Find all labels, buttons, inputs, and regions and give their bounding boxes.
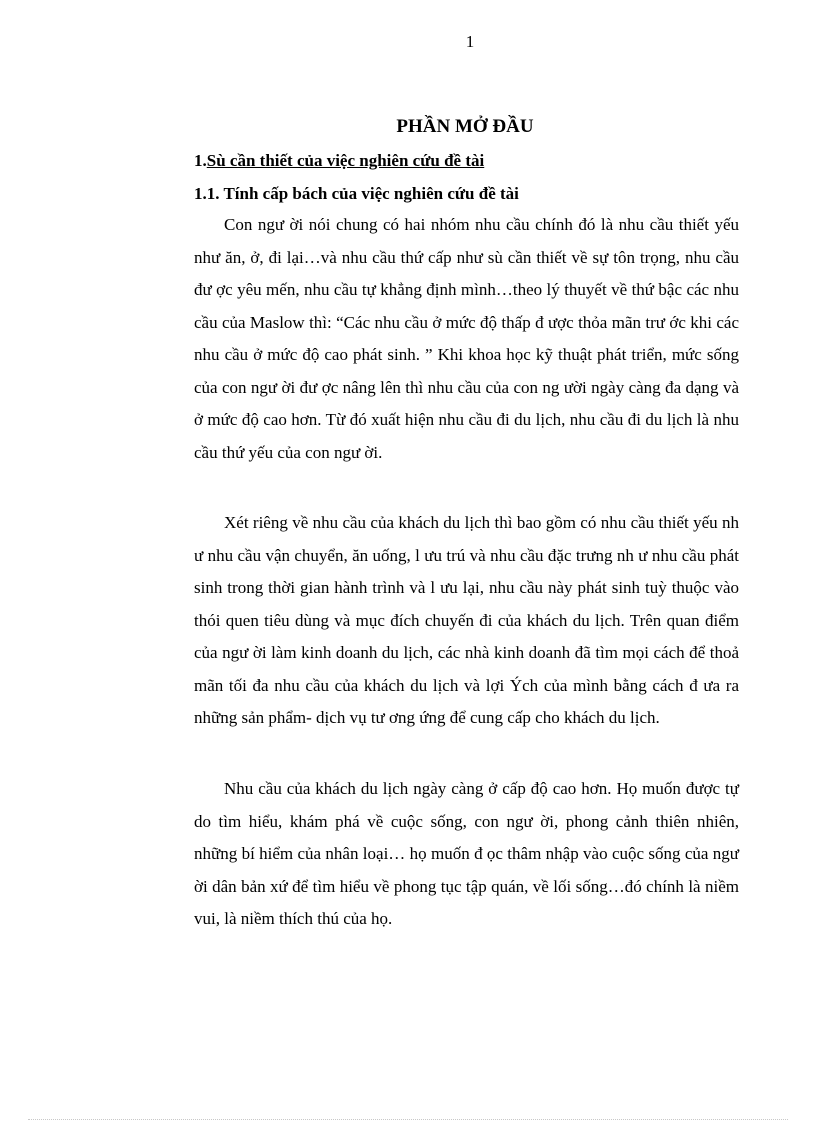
document-title: PHẦN MỞ ĐẦU <box>396 116 534 137</box>
section-number: 1. <box>194 151 207 170</box>
body-paragraph-3: Nhu cầu của khách du lịch ngày càng ở cấp độ cao hơn. Họ muốn được tự do tìm hiểu, khám phá về cuộc sống, con ngư ời, phong cảnh thiên nhiên, những bí hiểm của nhân loại… họ muốn đ ọc thâm nhập vào cuộc sống của ngư ời dân bản xứ để tìm hiểu về phong tục tập quán, về lối sống…đó chính là niềm vui, là niềm thích thú của họ. <box>194 779 739 928</box>
section-heading-1 <box>194 151 484 171</box>
subsection-heading-1-1: 1.1. Tính cấp bách của việc nghiên cứu đề tài <box>194 184 519 203</box>
page-bottom-divider <box>28 1119 788 1120</box>
page-number: 1 <box>465 32 475 51</box>
body-paragraph-2: Xét riêng về nhu cầu của khách du lịch thì bao gồm có nhu cầu thiết yếu nh ư nhu cầu vận chuyển, ăn uống, l ưu trú và nhu cầu đặc trưng nh ư nhu cầu phát sinh trong thời gian hành trình và l ưu lại, nhu cầu này phát sinh tuỳ thuộc vào thói quen tiêu dùng và mục đích chuyến đi của khách du lịch. Trên quan điểm của ngư ời làm kinh doanh du lịch, các nhà kinh doanh đã tìm mọi cách để thoả mãn tối đa nhu cầu của khách du lịch và lợi Ých của mình bằng cách đ ưa ra những sản phẩm- dịch vụ tư ơng ứng để cung cấp cho khách du lịch. <box>194 513 739 727</box>
body-paragraph-1: Con ngư ời nói chung có hai nhóm nhu cầu chính đó là nhu cầu thiết yếu như ăn, ở, đi lại…và nhu cầu thứ cấp như sù cần thiết về sự tôn trọng, nhu cầu đư ợc yêu mến, nhu cầu tự khẳng định mình…theo lý thuyết về thứ bậc các nhu cầu của Maslow thì: “Các nhu cầu ở mức độ thấp đ ược thỏa mãn trư ớc khi các nhu cầu ở mức độ cao phát sinh. ” Khi khoa học kỹ thuật phát triển, mức sống của con ngư ời đư ợc nâng lên thì nhu cầu của con ng ười ngày càng đa dạng và ở mức độ cao hơn. Từ đó xuất hiện nhu cầu đi du lịch, nhu cầu đi du lịch là nhu cầu thứ yếu của con ngư ời. <box>194 215 739 462</box>
section-title: Sù cần thiết của việc nghiên cứu đề tài <box>206 151 485 170</box>
